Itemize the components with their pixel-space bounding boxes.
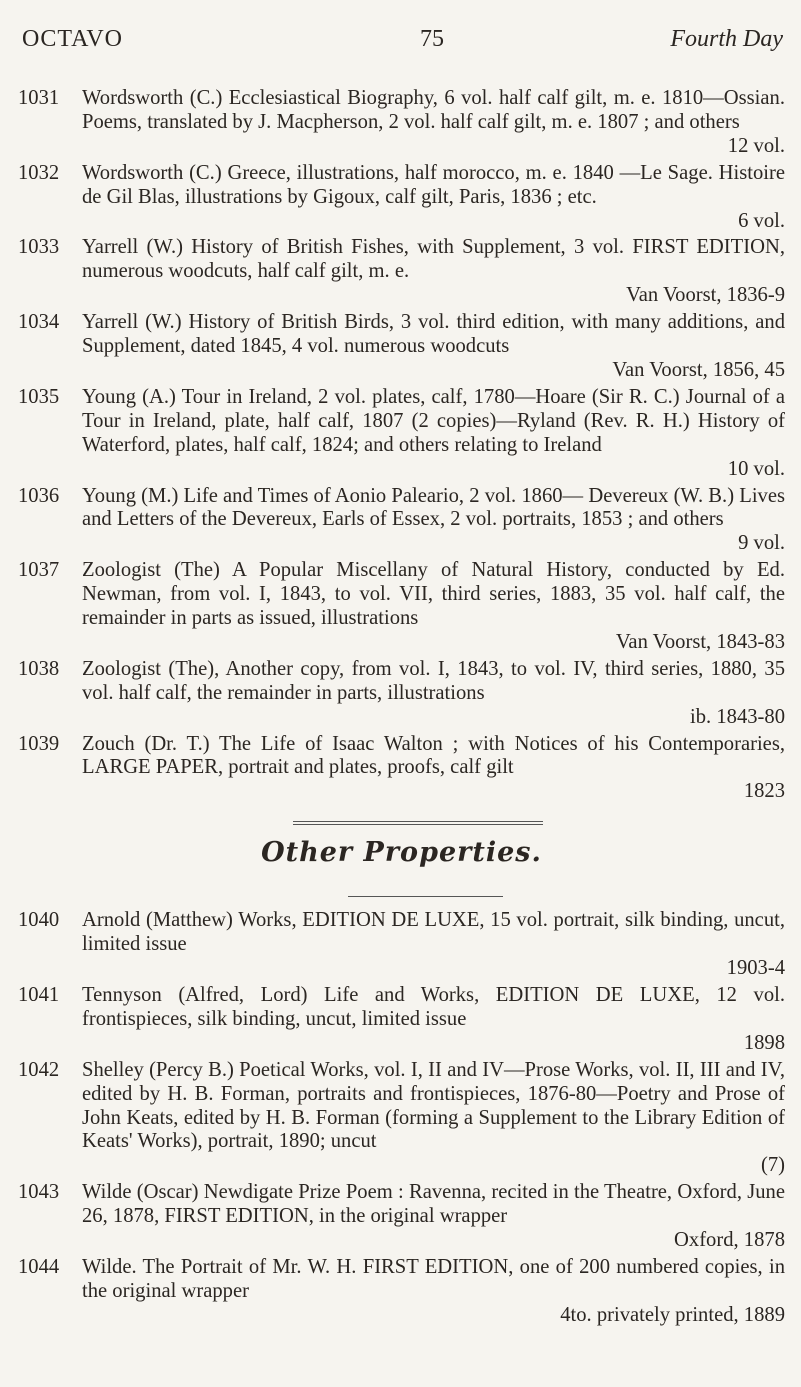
lot-date: 10 vol. — [727, 457, 785, 480]
lot-date: (7) — [760, 1154, 785, 1177]
lot-entry — [18, 485, 785, 557]
lot-description: Yarrell (W.) History of British Fishes, with Supplement, 3 vol. FIRST EDITION, numerous woodcuts, half calf gilt, m. e. — [82, 236, 785, 283]
section-heading: Other Properties. — [261, 837, 542, 869]
lot-description: Zoologist (The), Another copy, from vol. I, 1843, to vol. IV, third series, 1880, 35 vol. half calf, the remainder in parts, illustrations — [82, 657, 785, 704]
lot-number: 1038 — [18, 657, 60, 680]
lot-description: Arnold (Matthew) Works, EDITION DE LUXE, 15 vol. portrait, silk binding, uncut, limited issue — [82, 909, 785, 956]
lot-number: 1035 — [18, 385, 60, 408]
lot-entry — [18, 984, 785, 1056]
lot-entry — [18, 559, 785, 655]
lot-description: Zoologist (The) A Popular Miscellany of Natural History, conducted by Ed. Newman, from vol. I, 1843, to vol. VII, third series, 1883, 35 vol. half calf, the remainder in parts as issued, illustrations — [82, 559, 785, 630]
lot-number: 1032 — [18, 161, 60, 184]
lot-list — [18, 87, 785, 1331]
lot-number: 1039 — [18, 732, 60, 755]
lot-date: Van Voorst, 1836-9 — [626, 284, 785, 307]
lot-date: 9 vol. — [738, 532, 785, 555]
lot-entry — [18, 236, 785, 308]
lot-description: Young (A.) Tour in Ireland, 2 vol. plates, calf, 1780—Hoare (Sir R. C.) Journal of a Tour in Ireland, plate, half calf, 1807 (2 copies)—Ryland (Rev. R. H.) History of Waterford, plates, half calf, 1824; and others relating to Ireland — [82, 385, 785, 456]
lot-number: 1031 — [18, 87, 60, 109]
lot-date: 12 vol. — [727, 134, 785, 157]
lot-number: 1040 — [18, 909, 60, 932]
lot-description: Young (M.) Life and Times of Aonio Paleario, 2 vol. 1860— Devereux (W. B.) Lives and Letters of the Devereux, Earls of Essex, 2 vol. portraits, 1853 ; and others — [82, 484, 785, 531]
divider-rule — [348, 896, 503, 897]
lot-entry — [18, 733, 785, 805]
lot-description: Wilde (Oscar) Newdigate Prize Poem : Ravenna, recited in the Theatre, Oxford, June 26, 1878, FIRST EDITION, in the original wrapper — [82, 1181, 785, 1228]
divider-rule — [293, 821, 543, 822]
lot-description: Yarrell (W.) History of British Birds, 3 vol. third edition, with many additions, and Supplement, dated 1845, 4 vol. numerous woodcuts — [82, 311, 785, 358]
divider-rule — [293, 824, 543, 825]
lot-number: 1043 — [18, 1181, 60, 1204]
lot-number: 1033 — [18, 236, 60, 259]
lot-date: ib. 1843-80 — [690, 705, 785, 728]
lot-date: 6 vol. — [738, 209, 785, 232]
lot-date: Van Voorst, 1843-83 — [615, 630, 785, 653]
lot-group-other-properties — [18, 909, 785, 1327]
lot-number: 1034 — [18, 311, 60, 334]
lot-entry — [18, 1181, 785, 1253]
lot-date: 4to. privately printed, 1889 — [560, 1303, 785, 1326]
section-label: OCTAVO — [22, 26, 123, 52]
lot-description: Shelley (Percy B.) Poetical Works, vol. I, II and IV—Prose Works, vol. II, III and IV, edited by H. B. Forman, portraits and frontispieces, 1876-80—Poetry and Prose of John Keats, edited by H. B. Forman (forming a Supplement to the Library Edition of Keats' Works), portrait, 1890; uncut — [82, 1058, 785, 1153]
section-divider — [18, 807, 785, 909]
lot-entry — [18, 162, 785, 234]
lot-description: Wordsworth (C.) Greece, illustrations, half morocco, m. e. 1840 —Le Sage. Histoire de Gil Blas, illustrations by Gigoux, calf gilt, Paris, 1836 ; etc. — [82, 161, 785, 208]
lot-date: 1903-4 — [726, 957, 785, 980]
lot-date: Van Voorst, 1856, 45 — [612, 358, 785, 381]
lot-date: 1898 — [743, 1031, 785, 1054]
running-head — [22, 26, 783, 58]
lot-description: Zouch (Dr. T.) The Life of Isaac Walton ; with Notices of his Contemporaries, LARGE PAPER, portrait and plates, proofs, calf gilt — [82, 732, 785, 779]
lot-date: 1823 — [743, 780, 785, 803]
lot-number: 1042 — [18, 1058, 60, 1081]
lot-description: Wordsworth (C.) Ecclesiastical Biography, 6 vol. half calf gilt, m. e. 1810—Ossian. Poems, translated by J. Macpherson, 2 vol. half calf gilt, m. e. 1807 ; and others — [82, 87, 785, 133]
lot-date: Oxford, 1878 — [674, 1229, 785, 1252]
page-number: 75 — [420, 26, 444, 52]
lot-entry — [18, 311, 785, 383]
lot-number: 1036 — [18, 484, 60, 507]
lot-description: Wilde. The Portrait of Mr. W. H. FIRST EDITION, one of 200 numbered copies, in the original wrapper — [82, 1255, 785, 1302]
day-label: Fourth Day — [670, 26, 783, 52]
lot-entry — [18, 658, 785, 730]
lot-description: Tennyson (Alfred, Lord) Life and Works, EDITION DE LUXE, 12 vol. frontispieces, silk binding, uncut, limited issue — [82, 984, 785, 1030]
lot-entry — [18, 909, 785, 981]
lot-entry — [18, 87, 785, 159]
lot-entry — [18, 1059, 785, 1179]
lot-group-main — [18, 87, 785, 804]
lot-number: 1041 — [18, 984, 60, 1006]
lot-number: 1037 — [18, 559, 60, 582]
lot-entry — [18, 386, 785, 482]
lot-entry — [18, 1256, 785, 1328]
lot-number: 1044 — [18, 1255, 60, 1278]
